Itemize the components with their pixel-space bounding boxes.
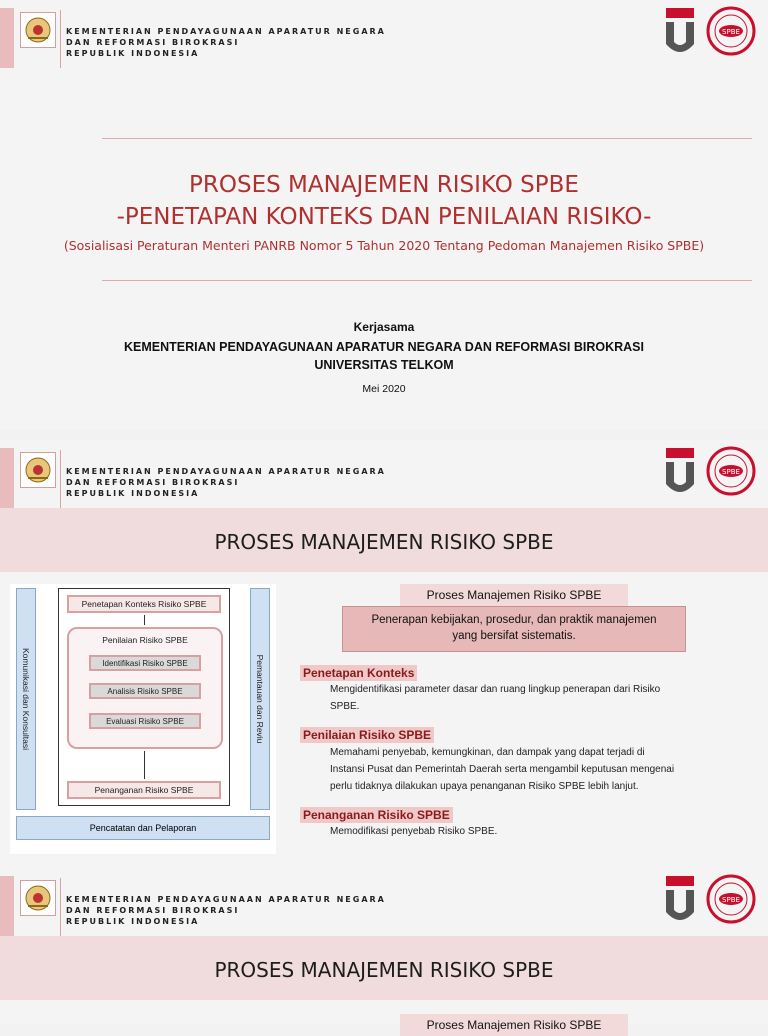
penetapan-konteks-box: Penetapan Konteks Risiko SPBE <box>67 595 221 613</box>
section-line: Mengidentifikasi parameter dasar dan ruang lingkup penerapan dari Risiko <box>330 684 661 695</box>
penilaian-risiko-box <box>67 627 223 749</box>
ministry-line-1: KEMENTERIAN PENDAYAGUNAAN APARATUR NEGARA <box>66 895 386 904</box>
section-line: SPBE. <box>330 701 360 712</box>
ministry-line-3: REPUBLIK INDONESIA <box>66 489 200 498</box>
telkom-university-logo-icon <box>664 876 696 926</box>
header-divider <box>60 878 61 936</box>
header-divider <box>60 450 61 508</box>
process-slide-repeat <box>0 868 768 1032</box>
identifikasi-box: Identifikasi Risiko SPBE <box>89 655 201 671</box>
ministry-line-1: KEMENTERIAN PENDAYAGUNAAN APARATUR NEGARA <box>66 27 386 36</box>
slide-title: PROSES MANAJEMEN RISIKO SPBE <box>214 958 554 982</box>
pemantauan-bar <box>250 588 270 810</box>
process-diagram <box>10 584 276 854</box>
process-slide <box>0 440 768 870</box>
ministry-line-2: DAN REFORMASI BIROKRASI <box>66 478 240 487</box>
ministry-emblem-icon <box>20 452 56 488</box>
komunikasi-bar <box>16 588 36 810</box>
ministry-name <box>66 466 386 499</box>
top-rule <box>102 138 752 139</box>
pm-definition-line-1: Penerapan kebijakan, prosedur, dan praktik manajemen <box>371 614 657 626</box>
cover-title-line-2: -PENETAPAN KONTEKS DAN PENILAIAN RISIKO- <box>116 204 652 230</box>
header-accent-bar <box>0 876 14 936</box>
spbe-logo-icon <box>706 6 756 56</box>
cover-title-line-1: PROSES MANAJEMEN RISIKO SPBE <box>189 172 579 198</box>
spbe-logo-icon <box>706 446 756 496</box>
section-heading: Penetapan Konteks <box>300 665 417 681</box>
pm-heading: Proses Manajemen Risiko SPBE <box>400 1014 628 1036</box>
cover-date: Mei 2020 <box>362 383 406 395</box>
cover-subtitle: (Sosialisasi Peraturan Menteri PANRB Nomor 5 Tahun 2020 Tentang Pedoman Manajemen Risiko SPBE) <box>63 238 705 253</box>
spbe-logo-icon <box>706 874 756 924</box>
pencatatan-bar: Pencatatan dan Pelaporan <box>16 816 270 840</box>
section-heading: Penanganan Risiko SPBE <box>300 807 453 823</box>
section-heading: Penilaian Risiko SPBE <box>300 727 434 743</box>
ministry-line-3: REPUBLIK INDONESIA <box>66 49 200 58</box>
ministry-name <box>66 894 386 927</box>
section-body <box>330 744 730 795</box>
penanganan-box: Penanganan Risiko SPBE <box>67 781 221 799</box>
komunikasi-label: Komunikasi dan Konsultasi <box>21 647 31 751</box>
telkom-university-logo-icon <box>664 8 696 58</box>
ministry-line-2: DAN REFORMASI BIROKRASI <box>66 38 240 47</box>
main-process-box <box>58 588 230 806</box>
ministry-name <box>66 26 386 59</box>
evaluasi-box: Evaluasi Risiko SPBE <box>89 713 201 729</box>
spbe-badge-text: SPBE <box>722 28 740 36</box>
bottom-rule <box>102 280 752 281</box>
section-body <box>330 823 730 840</box>
partner-org-2: UNIVERSITAS TELKOM <box>314 358 454 372</box>
section-line: Memodifikasi penyebab Risiko SPBE. <box>330 826 498 837</box>
pm-definition <box>342 606 686 652</box>
pm-heading: Proses Manajemen Risiko SPBE <box>400 584 628 606</box>
spbe-badge-text: SPBE <box>722 468 740 476</box>
ministry-line-3: REPUBLIK INDONESIA <box>66 917 200 926</box>
kerjasama-label: Kerjasama <box>353 320 415 334</box>
section-body <box>330 681 730 715</box>
ministry-emblem-icon <box>20 12 56 48</box>
header-divider <box>60 10 61 68</box>
analisis-box: Analisis Risiko SPBE <box>89 683 201 699</box>
partner-org-1: KEMENTERIAN PENDAYAGUNAAN APARATUR NEGARA DAN REFORMASI BIROKRASI <box>124 340 644 354</box>
arrow-down <box>144 751 145 779</box>
spbe-badge-text: SPBE <box>722 896 740 904</box>
pemantauan-label: Pemantauan dan Reviu <box>255 654 265 744</box>
section-line: Instansi Pusat dan Pemerintah Daerah serta mengambil keputusan mengenai <box>330 764 675 775</box>
header-accent-bar <box>0 448 14 508</box>
section-line: Memahami penyebab, kemungkinan, dan dampak yang dapat terjadi di <box>330 747 645 758</box>
slide-title: PROSES MANAJEMEN RISIKO SPBE <box>214 530 554 554</box>
section-line: perlu tidaknya dilakukan upaya penanganan Risiko SPBE lebih lanjut. <box>330 781 639 792</box>
pm-definition-line-2: yang bersifat sistematis. <box>452 630 576 642</box>
ministry-emblem-icon <box>20 880 56 916</box>
arrow-down <box>144 615 145 625</box>
penilaian-label: Penilaian Risiko SPBE <box>102 635 188 645</box>
cover-slide <box>0 0 768 430</box>
telkom-university-logo-icon <box>664 448 696 498</box>
ministry-line-1: KEMENTERIAN PENDAYAGUNAAN APARATUR NEGARA <box>66 467 386 476</box>
header-accent-bar <box>0 8 14 68</box>
ministry-line-2: DAN REFORMASI BIROKRASI <box>66 906 240 915</box>
